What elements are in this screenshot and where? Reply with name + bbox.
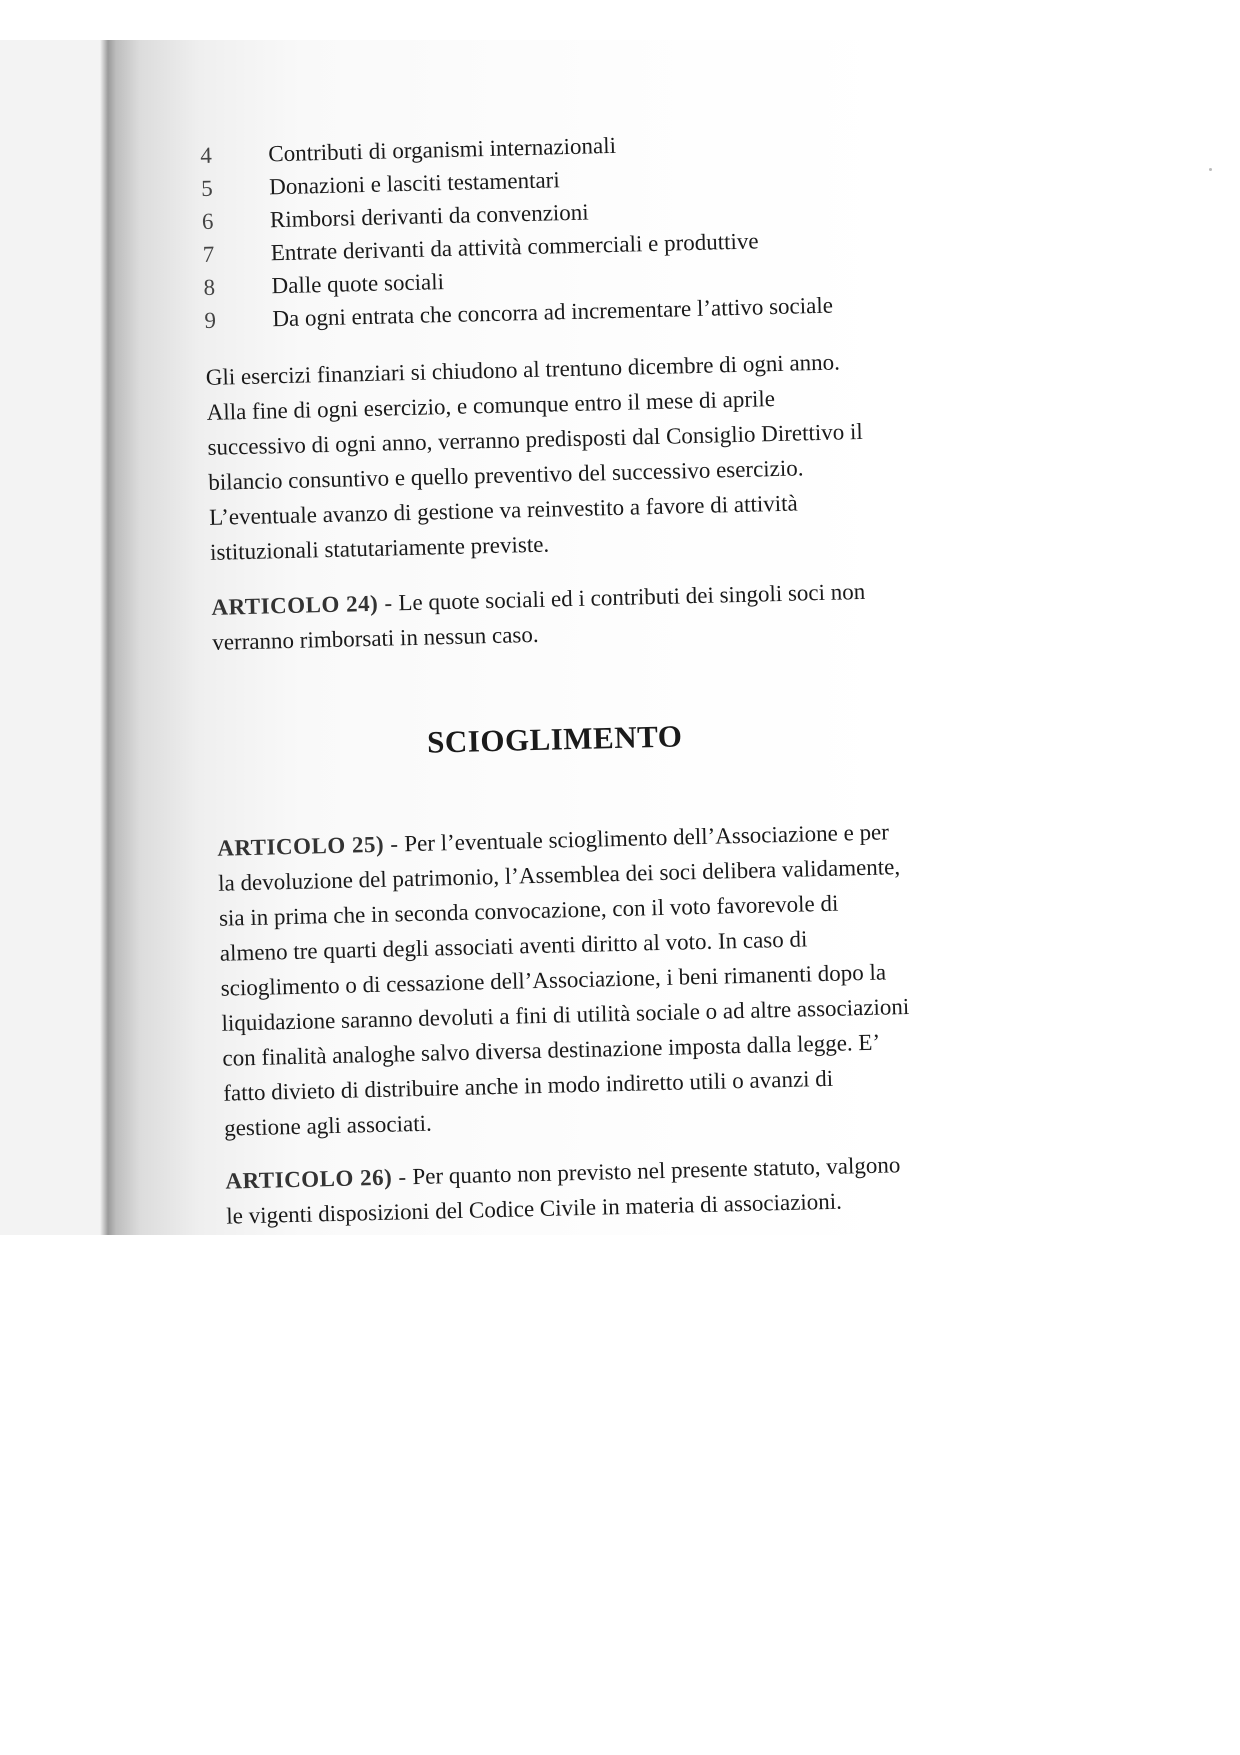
article-25 (217, 814, 914, 1146)
article-26 (225, 1147, 917, 1234)
list-item: 9 Da ogni entrata che concorra ad incrementare l’attivo sociale (204, 292, 834, 333)
list-item: 8 Dalle quote sociali (203, 269, 445, 300)
article-26-label: ARTICOLO 26) - (225, 1164, 407, 1194)
scan-speck (1209, 168, 1212, 171)
paragraph-esercizi: Gli esercizi finanziari si chiudono al trentuno dicembre di ogni anno. Alla fine di ogni esercizio, e comunque entro il mese di aprile successivo di ogni anno, verranno predisposti dal Consiglio Direttivo il bilancio consuntivo e quello preventivo del successivo esercizio. L’eventuale avanzo di gestione va reinvestito a favore di attività istituzionali statutariamente previste. (205, 349, 864, 565)
article-24-text: Le quote sociali ed i contributi dei singoli soci non verranno rimborsati in nessun caso. (211, 578, 866, 655)
article-26-text: Per quanto non previsto nel presente statuto, valgono le vigenti disposizioni del Codice Civile in materia di associazioni. (225, 1152, 901, 1229)
list-item: 7 Entrate derivanti da attività commerciali e produttive (202, 228, 759, 267)
article-24-label: ARTICOLO 24) - (211, 590, 393, 620)
article-25-label: ARTICOLO 25) - (217, 831, 399, 861)
article-25-text: Per l’eventuale scioglimento dell’Associazione e per la devoluzione del patrimonio, l’Assemblea dei soci delibera validamente, sia in prima che in seconda convocazione, con il voto favorevole di almeno tre quarti degli associati aventi diritto al voto. In caso di scioglimento o di cessazione dell’Associazione, i beni rimanenti dopo la liquidazione saranno devoluti a fini di utilità sociale o ad altre associazioni con finalità analoghe salvo diversa destinazione imposta dalla legge. E’ fatto divieto di distribuire anche in modo indiretto utili o avanzi di gestione agli associati. (217, 819, 910, 1141)
list-item: 5 Donazioni e lasciti testamentari (200, 167, 560, 201)
page-content (200, 122, 947, 1233)
section-title: SCIOGLIMENTO (426, 718, 683, 760)
revenue-list (200, 122, 925, 338)
list-item: 4 Contributi di organismi internazionali (200, 132, 617, 168)
article-24 (211, 573, 903, 660)
scanned-page (0, 40, 1240, 1235)
list-item: 6 Rimborsi derivanti da convenzioni (201, 199, 589, 234)
